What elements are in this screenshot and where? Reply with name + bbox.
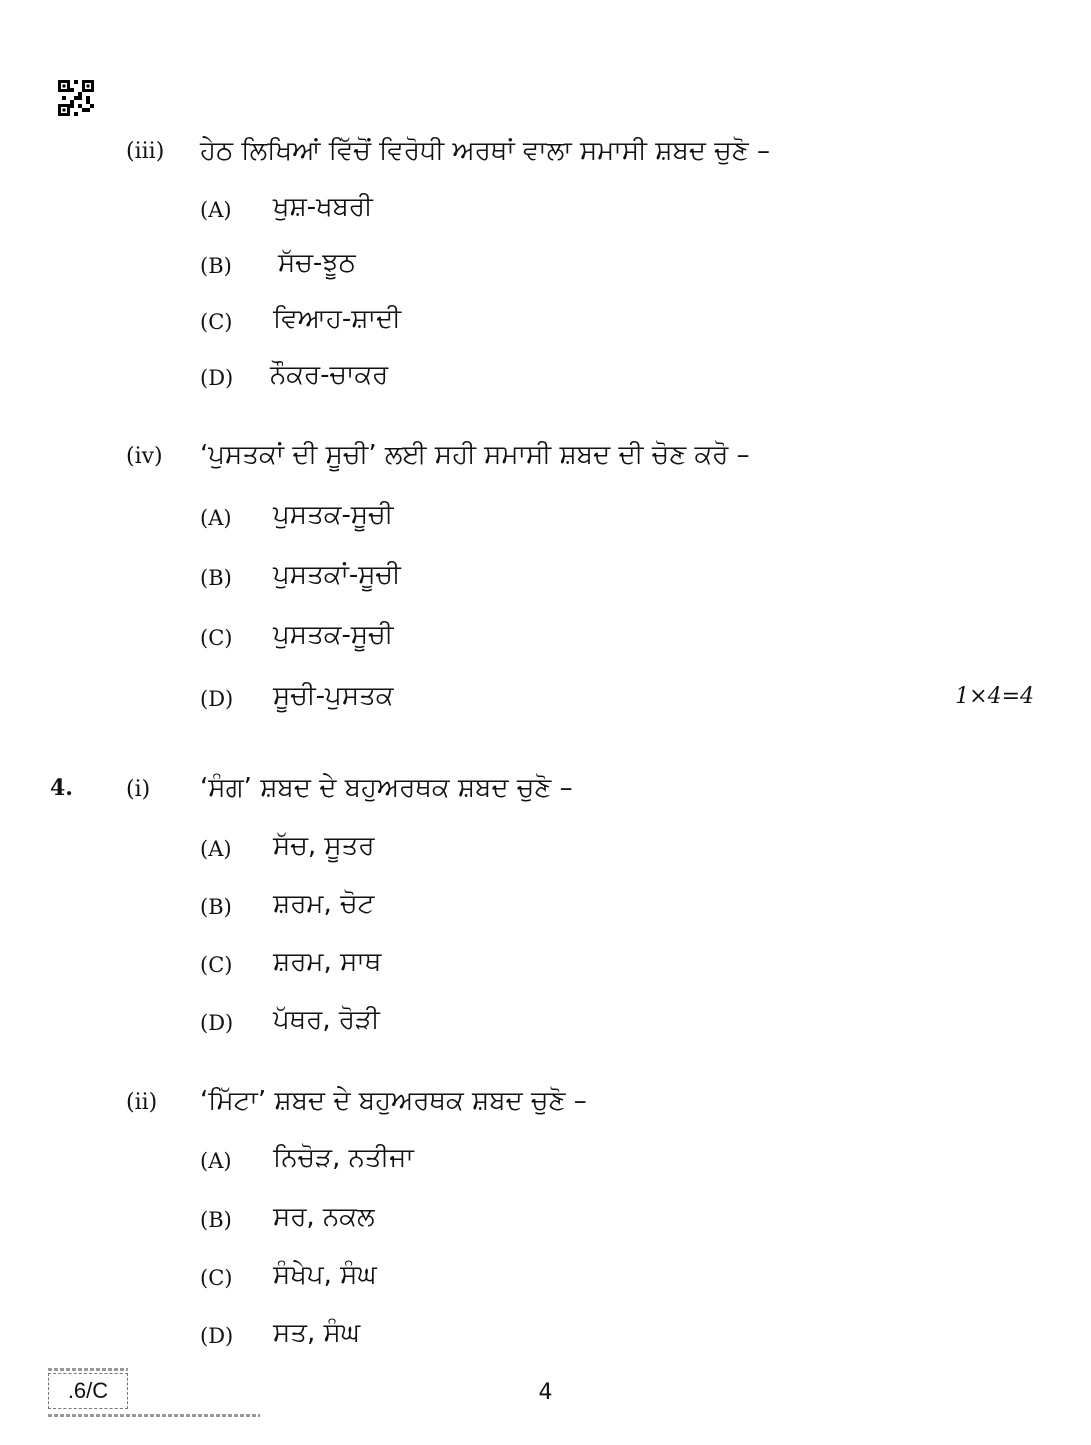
subquestion-number: (iv) xyxy=(126,444,163,469)
question-text: ‘ਮਿੱਟਾ’ ਸ਼ਬਦ ਦੇ ਬਹੁਅਰਥਕ ਸ਼ਬਦ ਚੁਣੋ – xyxy=(200,1086,587,1116)
option-label: (D) xyxy=(200,1011,234,1035)
option-text: ਸੂਚੀ-ਪੁਸਤਕ xyxy=(273,681,394,711)
option-label: (C) xyxy=(200,310,233,334)
question-text: ‘ਸੰਗ’ ਸ਼ਬਦ ਦੇ ਬਹੁਅਰਥਕ ਸ਼ਬਦ ਚੁਣੋ – xyxy=(200,773,573,803)
option-label: (B) xyxy=(200,254,232,278)
question-text: ਹੇਠ ਲਿਖਿਆਂ ਵਿੱਚੋਂ ਵਿਰੋਧੀ ਅਰਥਾਂ ਵਾਲਾ ਸਮਾਸੀ ਸ਼ਬਦ ਚੁਣੋ – xyxy=(200,136,770,166)
question-number: 4. xyxy=(50,775,73,801)
option-text: ਪੁਸਤਕਾਂ-ਸੂਚੀ xyxy=(273,560,401,590)
option-label: (A) xyxy=(200,1149,232,1173)
option-label: (D) xyxy=(200,1324,234,1348)
option-text: ਸਰ, ਨਕਲ xyxy=(273,1202,375,1232)
option-text: ਸੱਚ-ਝੂਠ xyxy=(278,248,356,278)
option-label: (A) xyxy=(200,506,232,530)
option-text: ਪੁਸਤਕ-ਸੂਚੀ xyxy=(273,500,394,530)
marks-allocation: 1×4=4 xyxy=(955,684,1034,709)
option-text: ਨੌਕਰ-ਚਾਕਰ xyxy=(270,360,389,390)
option-text: ਸ਼ਰਮ, ਸਾਥ xyxy=(273,947,382,977)
option-text: ਪੁਸਤਕ-ਸੂਚੀ xyxy=(273,620,394,650)
page-number: 4 xyxy=(538,1380,553,1405)
option-text: ਸਤ, ਸੰਘ xyxy=(273,1318,361,1348)
paper-code: .6/C xyxy=(48,1373,128,1409)
option-label: (C) xyxy=(200,1266,233,1290)
option-label: (C) xyxy=(200,953,233,977)
micro-print-line xyxy=(48,1368,128,1371)
option-label: (A) xyxy=(200,837,232,861)
option-text: ਸੱਚ, ਸੂਤਰ xyxy=(273,831,375,861)
option-label: (B) xyxy=(200,895,232,919)
option-text: ਸ਼ਰਮ, ਚੋਟ xyxy=(273,889,375,919)
subquestion-number: (i) xyxy=(126,777,151,802)
option-label: (C) xyxy=(200,626,233,650)
option-label: (B) xyxy=(200,566,232,590)
option-text: ਪੱਥਰ, ਰੋੜੀ xyxy=(273,1005,380,1035)
option-text: ਸੰਖੇਪ, ਸੰਘ xyxy=(273,1260,377,1290)
qr-code xyxy=(58,80,94,116)
option-label: (D) xyxy=(200,687,234,711)
question-text: ‘ਪੁਸਤਕਾਂ ਦੀ ਸੂਚੀ’ ਲਈ ਸਹੀ ਸਮਾਸੀ ਸ਼ਬਦ ਦੀ ਚੋਣ ਕਰੋ – xyxy=(200,440,750,470)
option-label: (D) xyxy=(200,366,234,390)
subquestion-number: (iii) xyxy=(126,139,165,164)
option-label: (B) xyxy=(200,1208,232,1232)
question-3-iii xyxy=(126,137,164,168)
option-label: (A) xyxy=(200,198,232,222)
subquestion-number: (ii) xyxy=(126,1090,158,1115)
option-text: ਨਿਚੋੜ, ਨਤੀਜਾ xyxy=(273,1143,414,1173)
option-text: ਖੁਸ਼-ਖਬਰੀ xyxy=(273,192,373,222)
option-text: ਵਿਆਹ-ਸ਼ਾਦੀ xyxy=(273,304,402,334)
micro-print-line xyxy=(48,1414,260,1417)
